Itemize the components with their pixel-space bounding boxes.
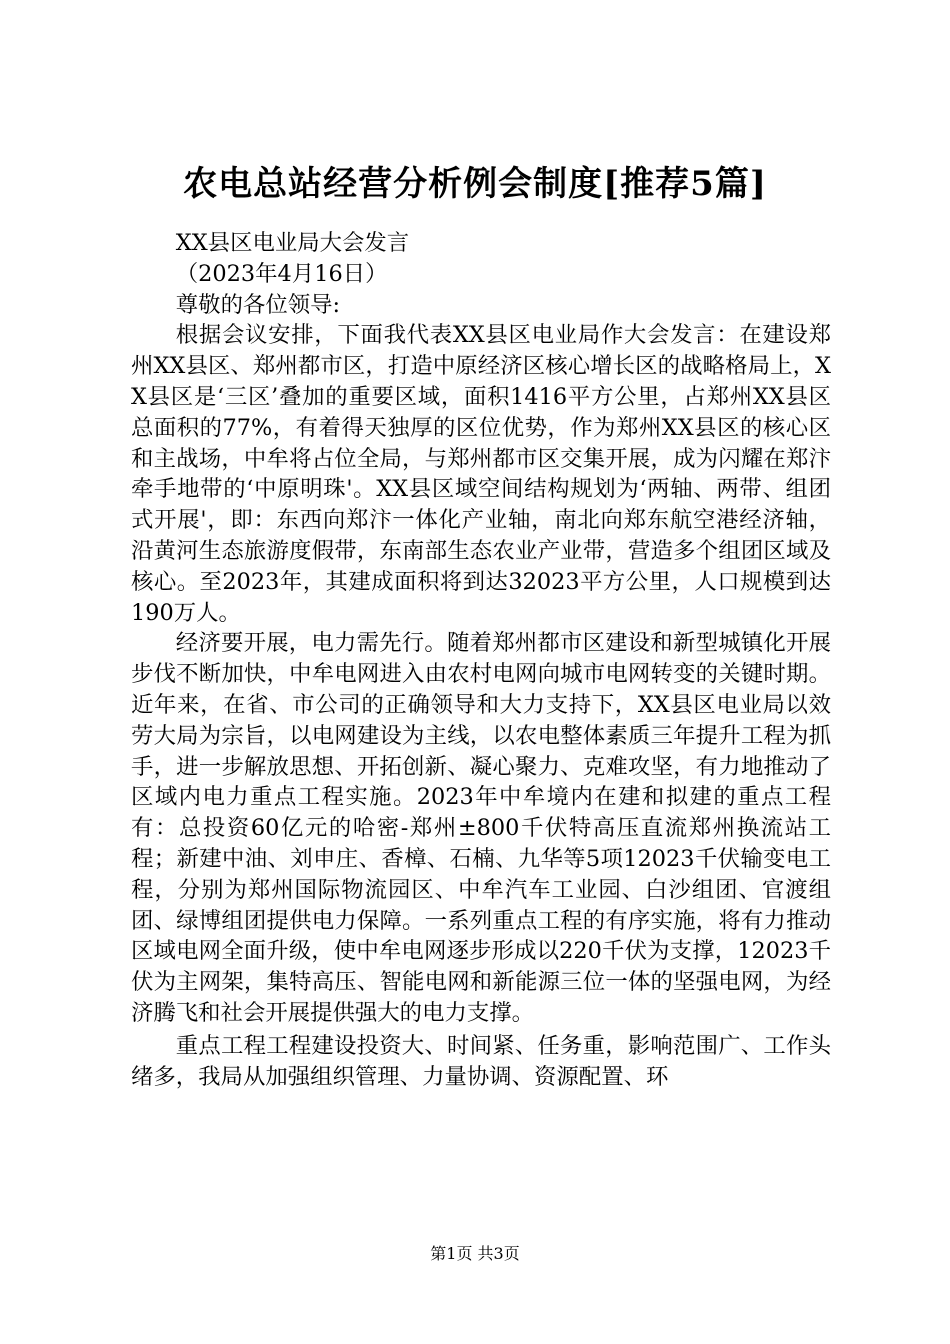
speaker-line: XX县区电业局大会发言 [175,230,410,256]
body-paragraph: 根据会议安排，下面我代表XX县区电业局作大会发言：在建设郑州XX县区、郑州都市区，打造中原经济区核心增长区的战略格局上，XX县区是‘三区’叠加的重要区域，面积1416平方公里，占郑州XX县区总面积的77%，有着得天独厚的区位优势，作为郑州XX县区的核心区和主战场，中牟将占位全局，与郑州都市区交集开展，成为闪耀在郑汴牵手地带的‘中原明珠'。XX县区域空间结构规划为‘两轴、两带、组团式开展'，即：东西向郑汴一体化产业轴，南北向郑东航空港经济轴，沿黄河生态旅游度假带，东南部生态农业产业带，营造多个组团区域及核心。至2023年，其建成面积将到达32023平方公里，人口规模到达190万人。 [131,322,831,626]
document-title: 农电总站经营分析例会制度[推荐5篇] [183,164,767,204]
salutation: 尊敬的各位领导: [175,291,341,318]
body-paragraph: 重点工程工程建设投资大、时间紧、任务重，影响范围广、工作头绪多，我局从加强组织管理、力量协调、资源配置、环 [131,1032,831,1090]
page-footer: 第1页 共3页 [430,1244,520,1263]
document-body [131,228,831,1092]
body-paragraph: 经济要开展，电力需先行。随着郑州都市区建设和新型城镇化开展步伐不断加快，中牟电网进入由农村电网向城市电网转变的关键时期。近年来，在省、市公司的正确领导和大力支持下，XX县区电业局以效劳大局为宗旨，以电网建设为主线，以农电整体素质三年提升工程为抓手，进一步解放思想、开拓创新、凝心聚力、克难攻坚，有力地推动了区域内电力重点工程实施。2023年中牟境内在建和拟建的重点工程有：总投资60亿元的哈密-郑州±800千伏特高压直流郑州换流站工程；新建中油、刘申庄、香樟、石楠、九华等5项12023千伏输变电工程，分别为郑州国际物流园区、中牟汽车工业园、白沙组团、官渡组团、绿博组团提供电力保障。一系列重点工程的有序实施，将有力推动区域电网全面升级，使中牟电网逐步形成以220千伏为支撑，12023千伏为主网架，集特高压、智能电网和新能源三位一体的坚强电网，为经济腾飞和社会开展提供强大的电力支撑。 [131,630,831,1026]
date-line: （2023年4月16日） [175,260,388,287]
